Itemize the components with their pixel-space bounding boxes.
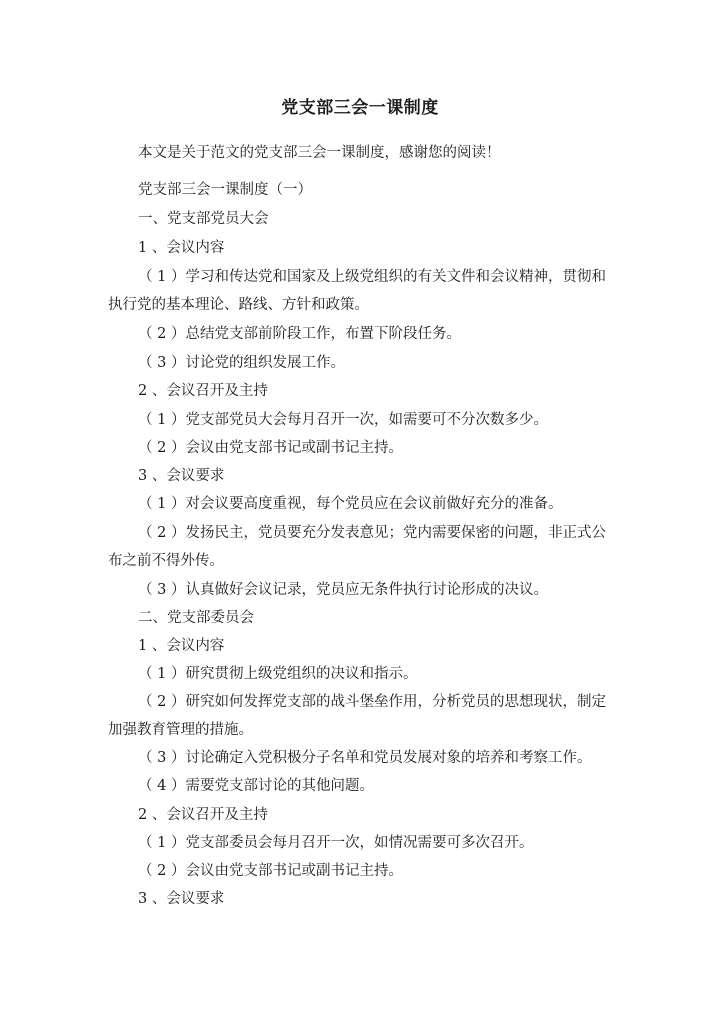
list-item: （ 1 ）学习和传达党和国家及上级党组织的有关文件和会议精神，贯彻和 <box>138 269 606 285</box>
list-item: （ 2 ）会议由党支部书记或副书记主持。 <box>138 863 403 879</box>
list-item-continuation: 布之前不得外传。 <box>108 553 224 569</box>
subsection-heading: 3 、会议要求 <box>138 891 225 907</box>
subsection-heading: 2 、会议召开及主持 <box>138 383 268 399</box>
list-item: （ 1 ）党支部委员会每月召开一次，如情况需要可多次召开。 <box>138 835 534 851</box>
subsection-heading: 2 、会议召开及主持 <box>138 807 268 823</box>
list-item-continuation: 加强教育管理的措施。 <box>108 722 253 738</box>
list-item: （ 4 ）需要党支部讨论的其他问题。 <box>138 778 374 794</box>
section-heading: 二、党支部委员会 <box>138 610 254 626</box>
list-item: （ 2 ）研究如何发挥党支部的战斗堡垒作用，分析党员的思想现状，制定 <box>138 694 606 710</box>
list-item: （ 2 ）发扬民主，党员要充分发表意见；党内需要保密的问题，非正式公 <box>138 525 606 541</box>
list-item: （ 1 ）研究贯彻上级党组织的决议和指示。 <box>138 666 418 682</box>
list-item: （ 1 ）对会议要高度重视，每个党员应在会议前做好充分的准备。 <box>138 496 563 512</box>
intro-paragraph: 本文是关于范文的党支部三会一课制度，感谢您的阅读！ <box>138 145 501 161</box>
page-title: 党支部三会一课制度 <box>281 98 439 118</box>
list-item: （ 3 ）讨论确定入党积极分子名单和党员发展对象的培养和考察工作。 <box>138 750 592 766</box>
subsection-heading: 3 、会议要求 <box>138 468 225 484</box>
section-heading: 一、党支部党员大会 <box>138 211 269 227</box>
section-heading: 党支部三会一课制度（一） <box>138 182 312 198</box>
list-item: （ 3 ）讨论党的组织发展工作。 <box>138 355 345 371</box>
list-item: （ 2 ）会议由党支部书记或副书记主持。 <box>138 440 403 456</box>
subsection-heading: 1 、会议内容 <box>138 638 225 654</box>
subsection-heading: 1 、会议内容 <box>138 240 225 256</box>
list-item: （ 1 ）党支部党员大会每月召开一次，如需要可不分次数多少。 <box>138 412 548 428</box>
list-item-continuation: 执行党的基本理论、路线、方针和政策。 <box>108 297 369 313</box>
list-item: （ 2 ）总结党支部前阶段工作，布置下阶段任务。 <box>138 326 461 342</box>
list-item: （ 3 ）认真做好会议记录，党员应无条件执行讨论形成的决议。 <box>138 582 548 598</box>
